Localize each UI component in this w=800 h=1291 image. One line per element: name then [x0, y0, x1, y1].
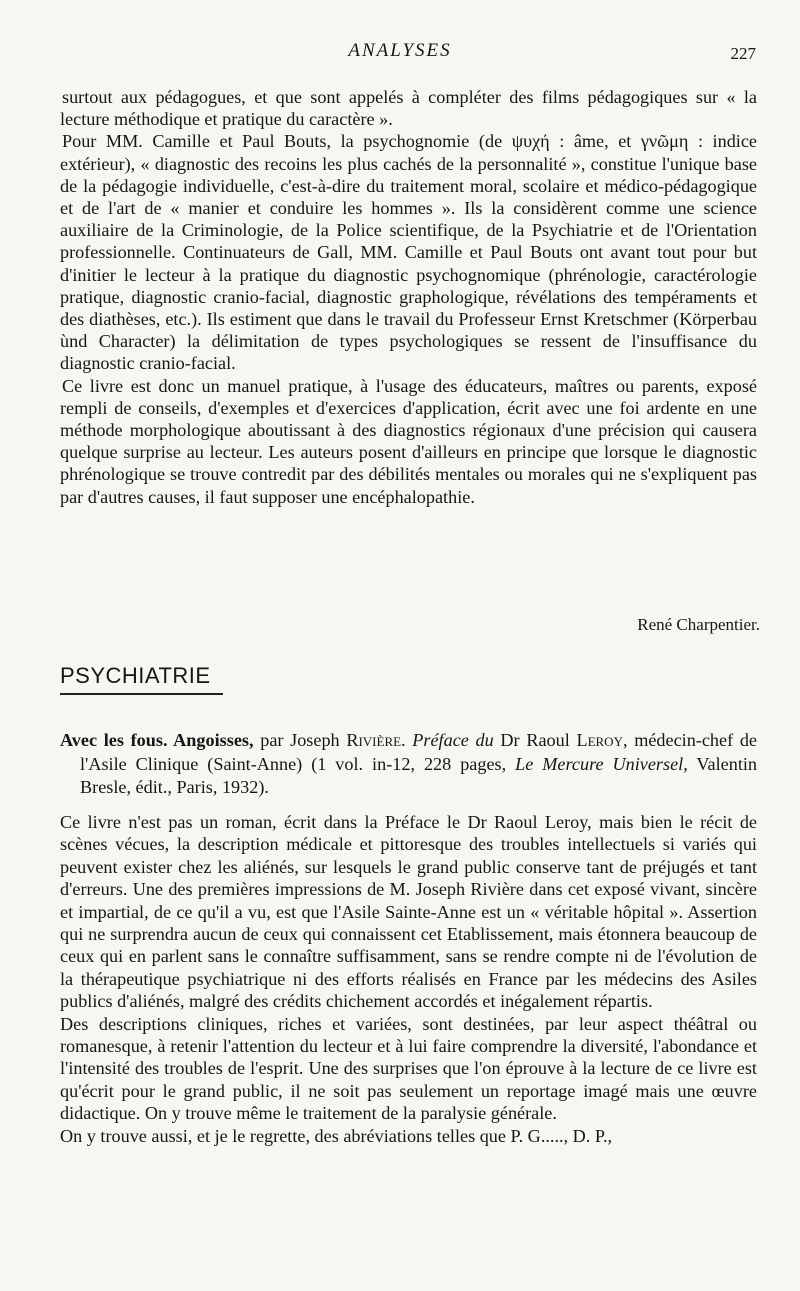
author-name: Rivière.	[346, 730, 406, 750]
reviewer-signature: René Charpentier.	[637, 615, 760, 634]
page-number: 227	[730, 44, 756, 63]
paragraph: surtout aux pédagogues, et que sont appelés à compléter des films pédagogiques sur « la lecture méthodique et pratique du caractère ».	[60, 87, 757, 130]
preface-first-name: Raoul	[526, 730, 570, 750]
review-reference	[60, 729, 757, 800]
previous-review-text	[60, 86, 757, 508]
paragraph: Ce livre n'est pas un roman, écrit dans la Préface le Dr Raoul Leroy, mais bien le récit de scènes vécues, la description médicale et pittoresque des troubles intellectuels si variés qui peuvent exister chez les aliénés, sur lesquels le grand public conserve tant de préjugés et tant d'erreurs. Une des premières impressions de M. Joseph Rivière dans cet exposé vivant, sincère et impartial, de ce qu'il a vu, est que l'Asile Sainte-Anne est un « véritable hôpital ». Assertion qui ne surprendra aucun de ceux qui connaissent cet Etablissement, mais étonnera beaucoup de ceux qui en parlent sans le connaître suffisamment, sans se rendre compte ni de l'évolution de la thérapeutique psychiatrique ni des efforts réalisés en France par les médecins des Asiles publics d'aliénés, malgré des crédits chichement accordés et inégalement répartis.	[60, 812, 757, 1012]
heading-underline	[60, 693, 223, 695]
preface-last-name: Leroy,	[576, 730, 628, 750]
by-text: par Joseph	[260, 730, 340, 750]
book-title: Avec les fous. Angoisses,	[60, 730, 254, 750]
section-heading: PSYCHIATRIE	[60, 663, 211, 688]
publisher-rest: Valentin Bresle, édit., Paris, 1932).	[80, 753, 758, 797]
publisher-italic: Le Mercure Universel,	[515, 753, 688, 774]
paragraph: Des descriptions cliniques, riches et variées, sont destinées, par leur aspect théâtral ou romanesque, à retenir l'attention du lecteur et à lui faire comprendre la diversité, l'abondance et l'intensité des troubles de l'esprit. Une des surprises que l'on éprouve à la lecture de ce livre est qu'écrit pour le grand public, il ne soit pas seulement un reportage imagé mais une œuvre didactique. On y trouve même le traitement de la paralysie générale.	[60, 1013, 757, 1124]
paragraph: On y trouve aussi, et je le regrette, des abréviations telles que P. G....., D. P.,	[60, 1125, 613, 1146]
page-header	[0, 38, 800, 66]
preface-title: Dr	[500, 730, 520, 750]
paragraph: Ce livre est donc un manuel pratique, à l'usage des éducateurs, maîtres ou parents, exposé rempli de conseils, d'exemples et d'exercices d'application, écrit avec une foi ardente en une méthode morphologique aboutissant à des diagnostics régionaux d'une précision qui causera quelque surprise au lecteur. Les auteurs posent d'ailleurs en principe que lorsque le diagnostic phrénologique se trouve contredit par des débilités mentales ou morales qui ne s'expliquent pas par d'autres causes, il faut supposer une encéphalopathie.	[60, 375, 757, 507]
running-title: ANALYSES	[348, 40, 452, 61]
review-body	[60, 811, 757, 1147]
paragraph: Pour MM. Camille et Paul Bouts, la psychognomie (de ψυχή : âme, et γνῶμη : indice extérieur), « diagnostic des recoins les plus cachés de la personnalité », constitue l'unique base de la pédagogie individuelle, c'est-à-dire du traitement moral, scolaire et médico-pédagogique et de l'art de « manier et conduire les hommes ». Ils la considèrent comme une science auxiliaire de la Criminologie, de la Police scientifique, de la Psychiatrie et de l'Orientation professionnelle. Continuateurs de Gall, MM. Camille et Paul Bouts ont avant tout pour but d'initier le lecteur à la pratique du diagnostic psychognomique (phrénologie, caractérologie pratique, diagnostic cranio-facial, diagnostic graphologique, révélations des tempéraments et des diathèses, etc.). Ils estiment que dans le travail du Professeur Ernst Kretschmer (Körperbau ùnd Character) la délimitation de types psychologiques se ressent de l'insuffisance du diagnostic cranio-facial.	[60, 131, 757, 374]
bibliographic-reference	[60, 729, 757, 800]
book-details: médecin-chef de l'Asile Clinique (Saint-Anne) (1 vol. in-12, 228 pages,	[80, 730, 757, 774]
preface-label: Préface du	[412, 730, 494, 750]
